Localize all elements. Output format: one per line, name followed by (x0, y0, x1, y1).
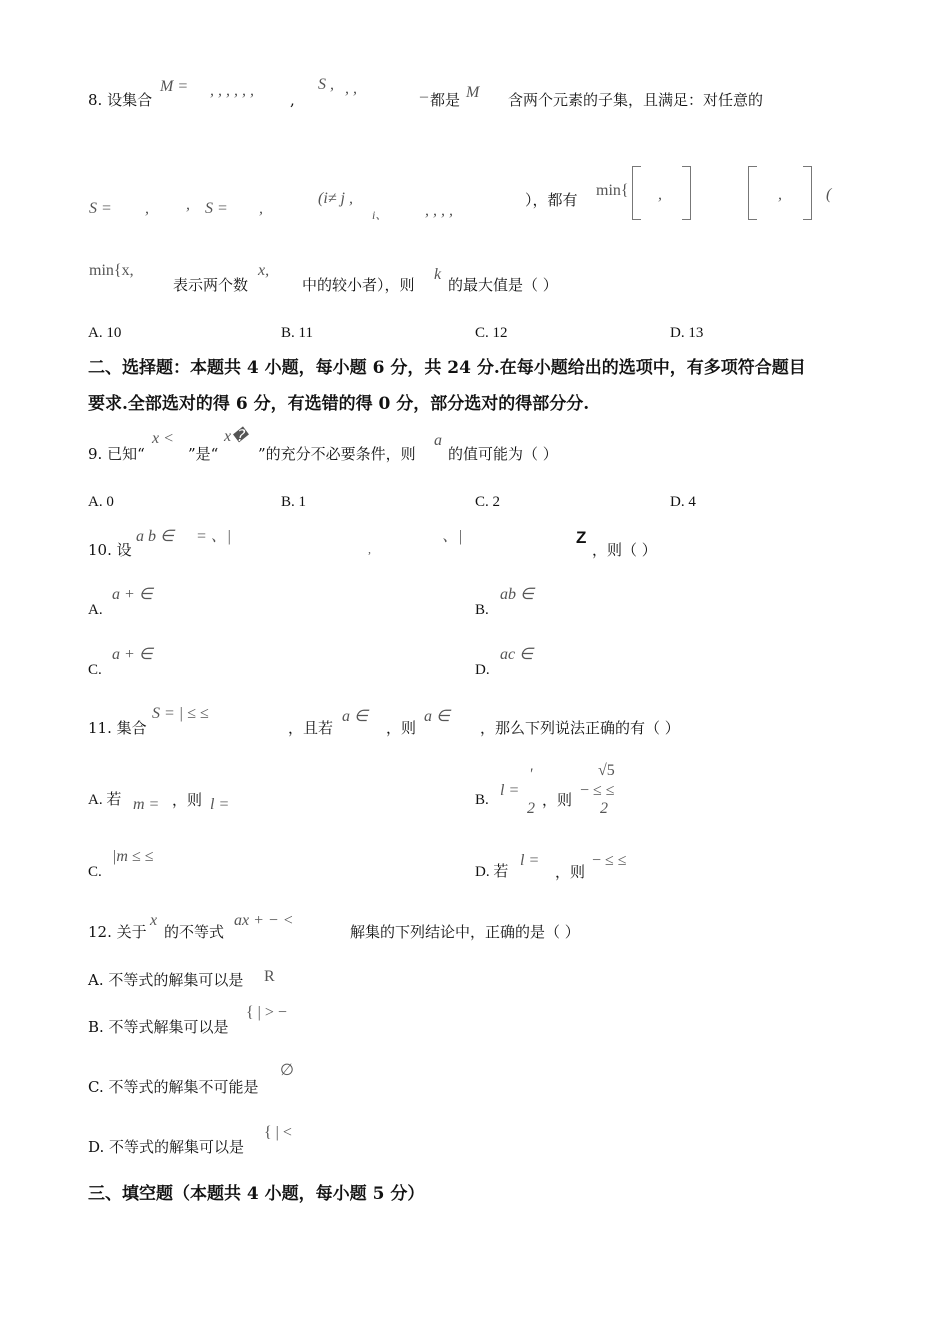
q12-option-d: D. 不等式的解集可以是 (88, 1138, 245, 1156)
q9-option-d: D. 4 (670, 494, 696, 510)
q12-x: x (150, 912, 158, 929)
q11-option-a-label: A. 若 (88, 792, 122, 808)
q10-option-a-label: A. (88, 602, 103, 618)
q11-option-b-label: B. (475, 792, 489, 808)
q12-mid: 的不等式 (164, 923, 225, 941)
q8-close: ），都有 (525, 191, 578, 209)
q10-comma: , (368, 542, 371, 556)
q11-tail: ，那么下列说法正确的有（ ） (480, 719, 680, 737)
q8-set-elems: , , , , , , (210, 82, 254, 99)
q8-tail: 含两个元素的子集，且满足：对任意的 (508, 91, 764, 109)
q8-k: k (434, 266, 442, 283)
q11-option-b-expr: − ≤ ≤ (580, 782, 615, 799)
q8-comma: , (290, 91, 295, 109)
q11-prefix: 11. 集合 (88, 719, 147, 737)
q10-z: Z (576, 528, 587, 547)
q9-option-c: C. 2 (475, 494, 501, 510)
q11-option-c-label: C. (88, 864, 102, 880)
q8-min: min{ (596, 182, 629, 199)
q11-option-d-label: D. 若 (475, 864, 509, 880)
q8-set-m: M = (160, 78, 189, 95)
q8-prefix: 8. 设集合 (88, 91, 153, 109)
q10-ab: a b ∈ (136, 528, 174, 545)
q11-option-a-l: l = (210, 796, 230, 813)
q11-option-d-expr: − ≤ ≤ (592, 852, 627, 869)
q8-subsets: S , (318, 76, 334, 93)
q8-option-c: C. 12 (475, 325, 508, 341)
q10-option-c-math: a + ∈ (112, 646, 153, 663)
q12-option-a: A. 不等式的解集可以是 (88, 971, 244, 989)
q11-option-b-l: l = (500, 782, 520, 799)
q12-prefix: 12. 关于 (88, 923, 147, 941)
q8-min2: min{x, (89, 262, 134, 279)
q11-option-a-m: m = (133, 796, 160, 813)
q11-mid1: ，且若 (288, 719, 334, 737)
q11-option-b-frac-top: ' (529, 766, 533, 783)
q8-comma2: , (778, 186, 782, 203)
section3-title: 三、填空题（本题共 4 小题，每小题 5 分） (88, 1184, 425, 1204)
q8-s1: S = (89, 200, 112, 217)
q10-option-a-math: a + ∈ (112, 586, 153, 603)
q10-bar2: 、| (442, 528, 463, 545)
q8-bracket-4 (803, 166, 812, 220)
q10-eq: = 、| (196, 528, 232, 545)
q11-a-in: a ∈ (342, 708, 368, 725)
q8-c1: , (145, 200, 149, 217)
q12-tail: 解集的下列结论中，正确的是（ ） (350, 923, 580, 941)
q8-mid: 都是 (430, 91, 461, 109)
q11-option-b-bot2: 2 (600, 800, 608, 817)
q8-option-a: A. 10 (88, 325, 122, 341)
q8-s2: S = (205, 200, 228, 217)
q12-ineq: ax + − < (234, 912, 294, 929)
q9-option-a: A. 0 (88, 494, 114, 510)
q8-commas: , , , , (425, 202, 453, 219)
q8-bracket-2 (682, 166, 691, 220)
q8-option-b: B. 11 (281, 325, 313, 341)
q8-paren: ( (826, 186, 832, 203)
q9-a: a (434, 432, 442, 449)
q8-c3: , (259, 200, 263, 217)
q10-option-b-label: B. (475, 602, 489, 618)
q10-option-d-math: ac ∈ (500, 646, 534, 663)
q10-option-c-label: C. (88, 662, 102, 678)
q8-c2: , (186, 196, 190, 213)
q8-dots: , , (345, 80, 357, 97)
q12-option-b: B. 不等式解集可以是 (88, 1018, 229, 1036)
q12-option-c: C. 不等式的解集不可能是 (88, 1078, 259, 1096)
q9-x-lt: x < (152, 430, 174, 447)
q11-option-d-l: l = (520, 852, 540, 869)
q8-ij: i、 (372, 208, 388, 222)
q10-prefix: 10. 设 (88, 541, 132, 559)
q11-a-in2: a ∈ (424, 708, 450, 725)
q12-option-a-r: R (264, 968, 275, 985)
q11-option-d-mid: ，则 (555, 863, 586, 881)
q11-option-b-mid: ，则 (542, 791, 573, 809)
q9-tail2: 的值可能为（ ） (448, 445, 558, 463)
q9-mid1: ”是“ (188, 445, 219, 463)
section2-line1: 二、选择题：本题共 4 小题，每小题 6 分，共 24 分.在每小题给出的选项中，有多项符合题目 (88, 358, 806, 378)
q9-prefix: 9. 已知“ (88, 445, 145, 463)
q9-option-b: B. 1 (281, 494, 307, 510)
q8-bracket-3 (748, 166, 757, 220)
q8-text2: 中的较小者），则 (302, 276, 415, 294)
q11-option-b-frac-bot: 2 (527, 800, 535, 817)
q11-option-b-sqrt: √5 (598, 762, 615, 779)
q11-s-eq: S = | ≤ ≤ (152, 705, 209, 722)
q12-option-c-math: ∅ (280, 1062, 294, 1079)
q10-tail: ，则（ ） (592, 541, 657, 559)
q10-option-d-label: D. (475, 662, 490, 678)
q11-option-a-mid: ，则 (172, 791, 203, 809)
q12-option-d-math: { | < (264, 1124, 292, 1141)
q8-ineq: (i≠ j , (318, 190, 353, 207)
q10-option-b-math: ab ∈ (500, 586, 534, 603)
q8-dash: – (420, 88, 428, 105)
q8-set-m2: M (466, 84, 480, 101)
q9-tail: ”的充分不必要条件，则 (258, 445, 416, 463)
q8-option-d: D. 13 (670, 325, 704, 341)
q8-min-comma: , (658, 186, 662, 203)
q8-bracket-1 (632, 166, 641, 220)
q8-text3: 的最大值是（ ） (448, 276, 558, 294)
section2-line2: 要求.全部选对的得 6 分，有选错的得 0 分，部分选对的得部分分. (88, 394, 590, 414)
q12-option-b-math: { | > − (246, 1004, 287, 1021)
q8-text1: 表示两个数 (173, 276, 249, 294)
q9-x2: x� (224, 428, 248, 445)
q11-mid2: ，则 (386, 719, 417, 737)
q8-x: x, (258, 262, 270, 279)
q11-option-c-math: |m ≤ ≤ (112, 848, 154, 865)
